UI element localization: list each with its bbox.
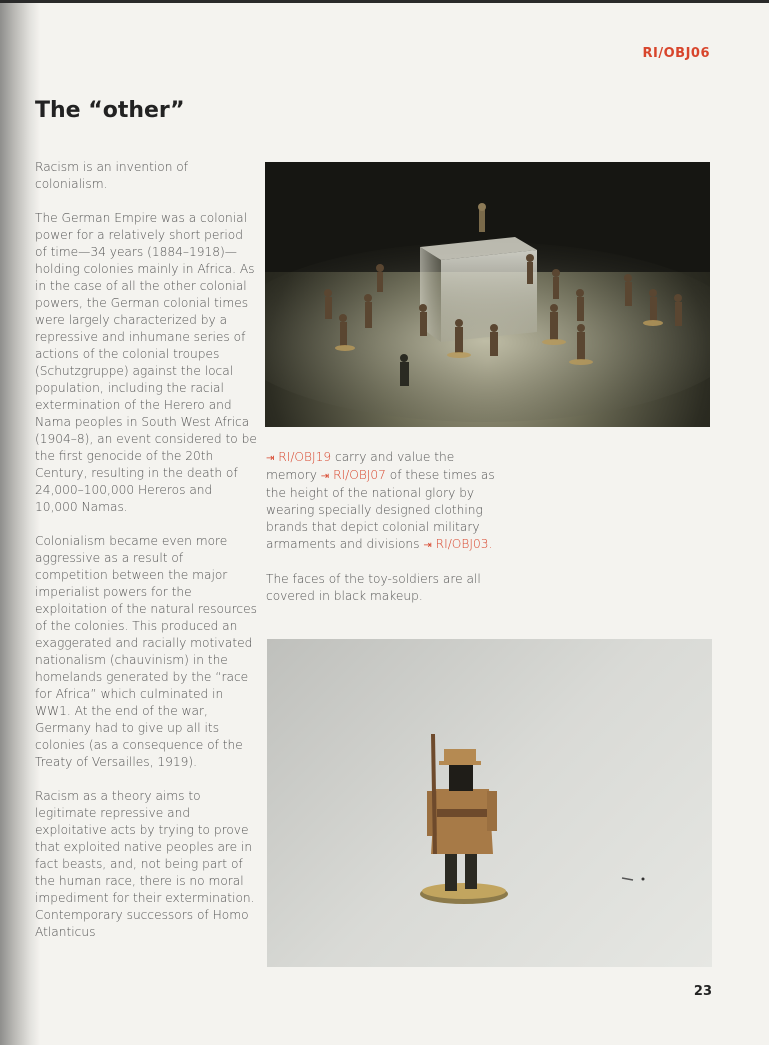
caption-text: of these times as the height of the national glory by wearing specially designed clothing brands that depict colonial military armaments and divisions [266,468,495,551]
book-spine-shadow [0,0,40,1045]
link-arrow-icon: ⇥ [423,540,432,551]
photo-single-toy-soldier [267,639,712,967]
section-code: RI/OBJ06 [642,46,710,61]
paragraph: The German Empire was a colonial power for a relatively short period of time—34 years (1884–1918)—holding colonies mainly in Africa. As in the case of all the other colonial powers, the German colonial times were largely characterized by a repressive and inhumane series of actions of the colonial troupes (Schutzgruppe) against the local population, including the racial extermination of the Herero and Nama peoples in South West Africa (1904–8), an event considered to be the first genocide of the 20th Century, resulting in the death of 24,000–100,000 Hereros and 10,000 Namas. [35,211,257,514]
caption-text-column [266,449,496,622]
object-reference-link[interactable]: RI/OBJ19 [278,450,332,464]
link-arrow-icon: ⇥ [266,453,275,464]
link-arrow-icon: ⇥ [320,471,330,482]
page-title: The “other” [35,98,185,123]
caption-text: . [488,537,493,551]
toy-soldiers-scene [265,162,710,427]
toy-soldier-figure [267,639,712,967]
caption-paragraph [266,449,496,554]
top-edge-line [0,0,769,3]
paragraph: Colonialism became even more aggressive as a result of competition between the major imperialist powers for the exploitation of the natural resources of the colonies. This produced an exaggerated and racially motivated nationalism (chauvinism) in the homelands generated by the “race for Africa” which culminated in WW1. At the end of the war, Germany had to give up all its colonies (as a consequence of the Treaty of Versailles, 1919). [35,534,257,769]
caption-paragraph: The faces of the toy-soldiers are all covered in black makeup. [266,572,481,603]
object-reference-link[interactable]: RI/OBJ07 [333,468,386,482]
left-text-column [35,159,257,958]
paragraph: Racism is an invention of colonialism. [35,160,189,191]
photo-toy-soldiers-glass-cube [265,162,710,427]
object-reference-link[interactable]: RI/OBJ03 [435,537,489,551]
caption-text: carry and value the memory [266,450,455,482]
page-number: 23 [693,984,712,999]
paragraph: Racism as a theory aims to legitimate repressive and exploitative acts by trying to prove that exploited native peoples are in fact beasts, and, not being part of the human race, there is no moral impediment for their extermination. Contemporary successors of Homo Atlanticus [35,789,255,939]
